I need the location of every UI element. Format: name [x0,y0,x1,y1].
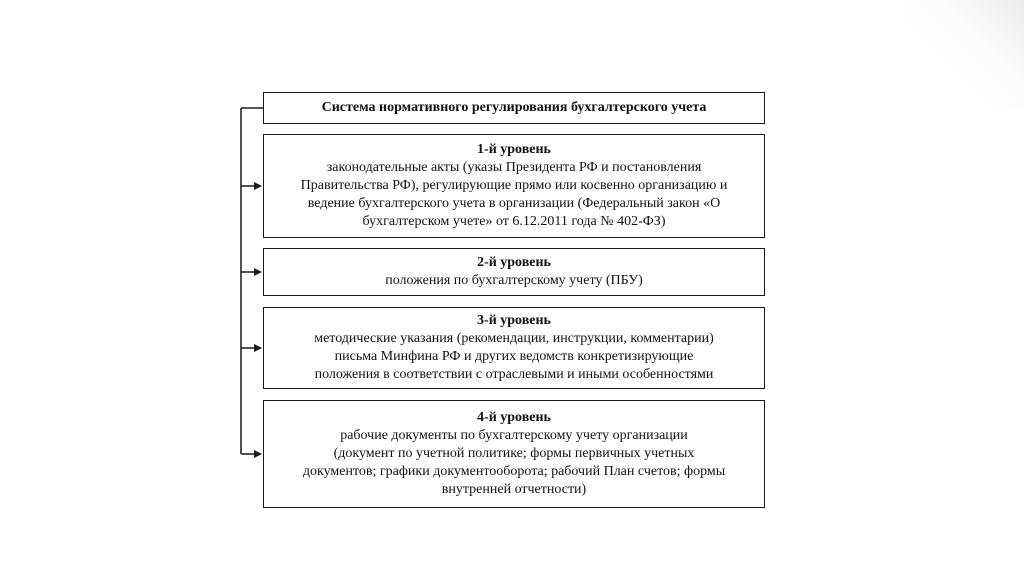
level-4-heading: 4-й уровень [477,410,551,425]
system-title: Система нормативного регулирования бухгалтерского учета [321,100,707,115]
level-1-text-line: Правительства РФ), регулирующие прямо или косвенно организацию и [300,178,728,193]
level-1-heading: 1-й уровень [477,142,551,157]
level-3-text-line: письма Минфина РФ и других ведомств конкретизирующие [334,349,694,364]
level-1-text-line: законодательные акты (указы Президента РФ и постановления [326,160,702,175]
level-3-text-line: положения в соответствии с отраслевыми и иными особенностями [314,367,714,382]
level-3-box [263,307,765,389]
system-title-box [263,92,765,124]
level-4-box [263,400,765,508]
level-1-text-line: ведение бухгалтерского учета в организации (Федеральный закон «О [307,196,721,211]
level-2-heading: 2-й уровень [477,255,551,270]
level-2-box [263,248,765,296]
level-2-text-line: положения по бухгалтерскому учету (ПБУ) [385,273,643,288]
level-3-text-line: методические указания (рекомендации, инструкции, комментарии) [314,331,714,346]
level-4-text-line: документов; графики документооборота; рабочий План счетов; формы [302,464,726,479]
level-4-text-line: внутренней отчетности) [441,482,587,497]
level-4-text-line: (документ по учетной политике; формы первичных учетных [333,446,695,461]
level-3-heading: 3-й уровень [477,313,551,328]
level-1-box [263,134,765,238]
level-4-text-line: рабочие документы по бухгалтерскому учету организации [340,428,688,443]
level-1-text-line: бухгалтерском учете» от 6.12.2011 года № 402-ФЗ) [362,214,666,229]
